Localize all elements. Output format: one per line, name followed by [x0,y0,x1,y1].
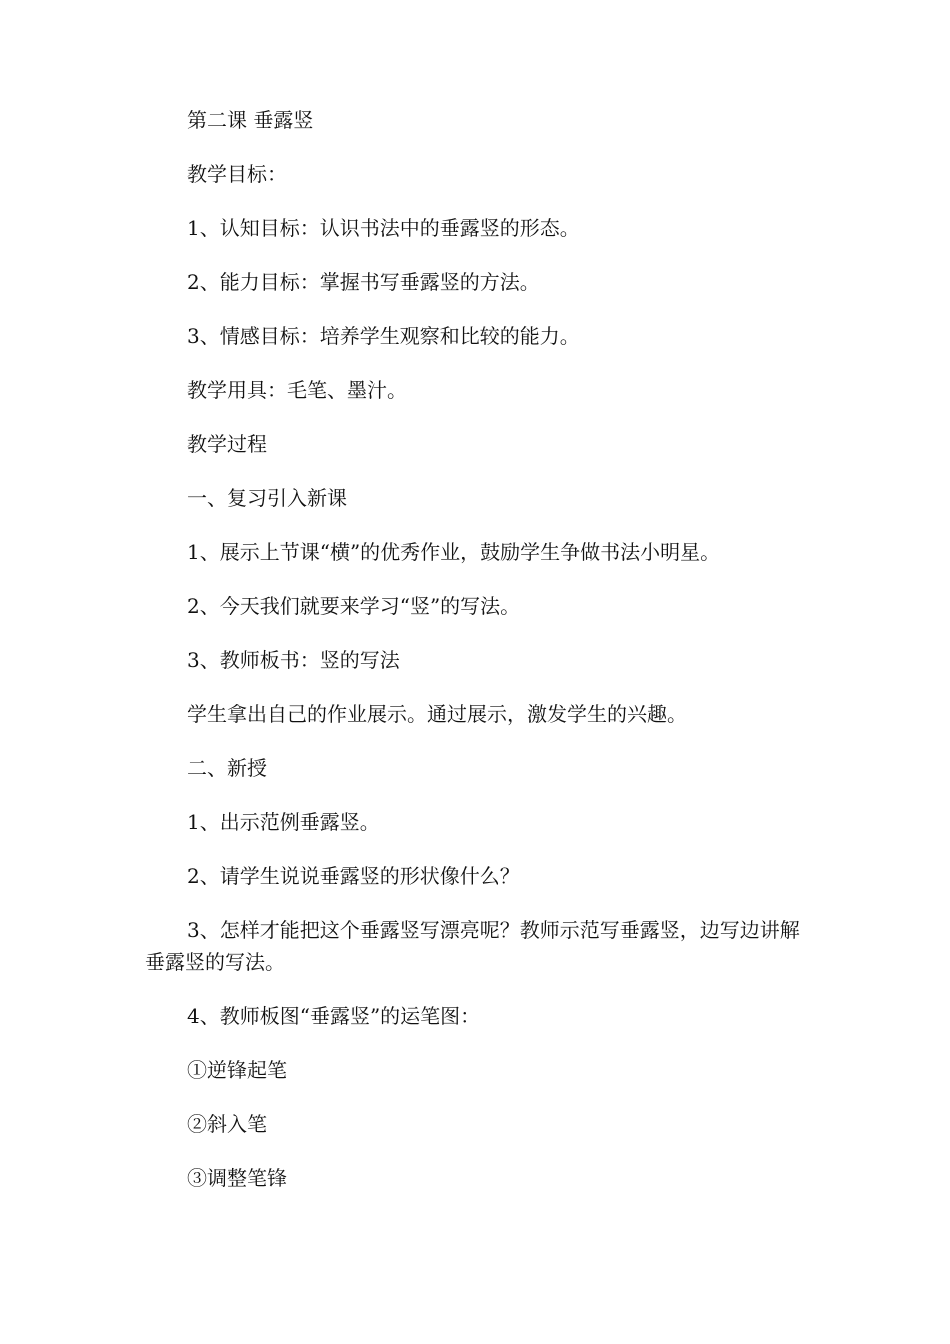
new-step-4: 4、教师板图“垂露竖”的运笔图： [187,1004,481,1028]
review-note: 学生拿出自己的作业展示。通过展示，激发学生的兴趣。 [187,702,687,726]
teaching-tools: 教学用具：毛笔、墨汁。 [187,378,407,402]
review-step-2: 2、今天我们就要来学习“竖”的写法。 [187,594,521,618]
objectives-heading: 教学目标： [187,162,287,186]
objective-ability: 2、能力目标：掌握书写垂露竖的方法。 [187,270,540,294]
objective-emotion: 3、情感目标：培养学生观察和比较的能力。 [187,324,580,348]
new-step-2: 2、请学生说说垂露竖的形状像什么？ [187,864,520,888]
stroke-step-3: ③调整笔锋 [187,1166,287,1190]
stroke-step-2: ②斜入笔 [187,1112,267,1136]
process-heading: 教学过程 [187,432,267,456]
review-step-3: 3、教师板书：竖的写法 [187,648,400,672]
section-review-heading: 一、复习引入新课 [187,486,347,510]
lesson-title: 第二课 垂露竖 [187,108,314,132]
new-step-3: 3、怎样才能把这个垂露竖写漂亮呢？教师示范写垂露竖，边写边讲解垂露竖的写法。 [145,918,800,974]
section-new-heading: 二、新授 [187,756,267,780]
objective-cognitive: 1、认知目标：认识书法中的垂露竖的形态。 [187,216,580,240]
review-step-1: 1、展示上节课“横”的优秀作业，鼓励学生争做书法小明星。 [187,540,721,564]
stroke-step-1: ①逆锋起笔 [187,1058,287,1082]
document-body [145,104,810,1216]
new-step-1: 1、出示范例垂露竖。 [187,810,380,834]
